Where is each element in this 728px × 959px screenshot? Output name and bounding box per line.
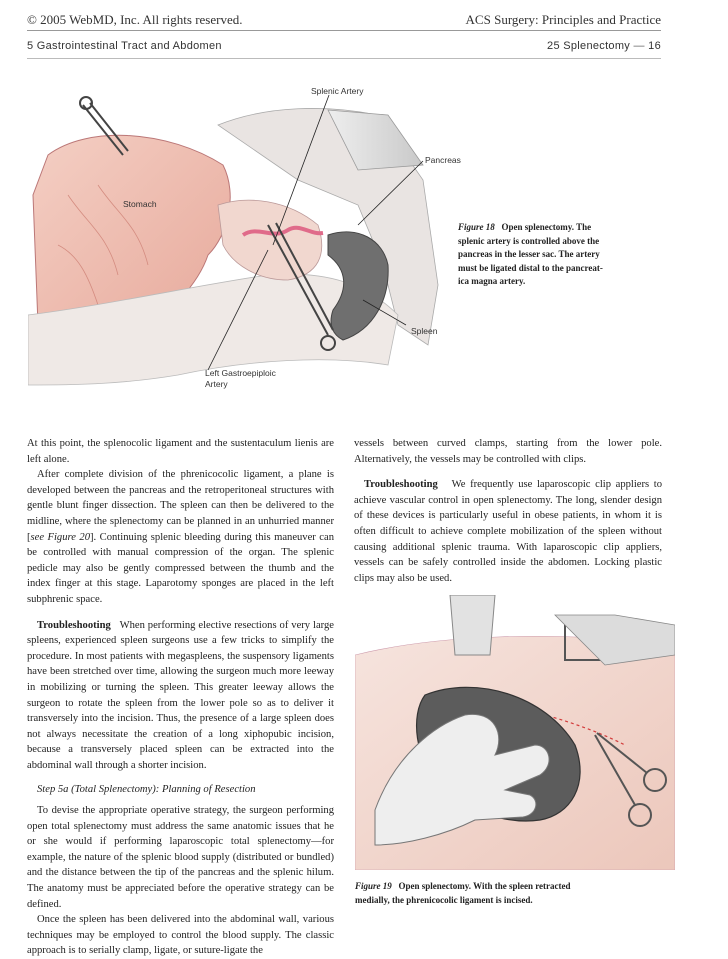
label-spleen: Spleen bbox=[411, 326, 438, 336]
label-left-gastroepiploic-line1: Left Gastroepiploic bbox=[205, 368, 276, 378]
subheader-rule bbox=[27, 58, 661, 59]
page-dash: — bbox=[633, 40, 645, 52]
figure-18-caption-line1: Open splenectomy. The bbox=[501, 222, 592, 232]
figure-19-illustration bbox=[355, 595, 675, 870]
right-column bbox=[354, 436, 662, 586]
label-stomach: Stomach bbox=[123, 199, 157, 209]
left-troubleshooting-head: Troubleshooting bbox=[37, 619, 111, 631]
figure-19-label: Figure 19 bbox=[355, 881, 392, 891]
left-paragraph-5: Once the spleen has been delivered into the abdominal wall, various techniques may be employed to control the blood supply. The classic approach is to serially clamp, ligate, or suture-ligate the bbox=[27, 914, 334, 957]
figure-18-caption-line5: ica magna artery. bbox=[458, 276, 526, 286]
right-troubleshooting bbox=[354, 477, 662, 586]
left-paragraph-4: To devise the appropriate operative strategy, the surgeon performing open total splenectomy must address the same anatomic issues that he or she would if performing laparoscopic total splenectomy—for example, the nature of the splenic blood supply (distributed or bundled) and the distance between the tip of the pancreas and the splenic hilum. The anatomy must be appreciated before the operative strategy can be defined. bbox=[27, 805, 334, 910]
figure-18-illustration bbox=[28, 85, 448, 400]
figure-20-reference: see Figure 20 bbox=[30, 531, 91, 543]
left-column bbox=[27, 436, 334, 959]
left-troubleshooting-text: When performing elective resections of very large spleens, experienced spleen surgeons use a few tricks to simplify the procedure. In most patients with megaspleens, the suspensory ligaments have been stretched over time, allowing the surgeon much more leeway in mobilizing or turning the spleen. This greater leeway allows the surgeon to rotate the spleen from the lower pole so as to deliver it transversely into the incision. Thus, the presence of a large spleen does not always necessitate the creation of a long xiphopubic incision, because a transversely placed spleen can be extracted into the abdominal wall through a shorter incision. bbox=[27, 619, 334, 771]
figure-18-caption-line3: pancreas in the lesser sac. The artery bbox=[458, 249, 600, 259]
copyright: © 2005 WebMD, Inc. All rights reserved. bbox=[27, 12, 243, 27]
label-splenic-artery: Splenic Artery bbox=[311, 86, 364, 96]
figure-19-caption-line2: medially, the phrenicocolic ligament is incised. bbox=[355, 894, 533, 905]
step-5a-heading: Step 5a (Total Splenectomy): Planning of Resection bbox=[37, 784, 256, 796]
right-troubleshooting-text: We frequently use laparoscopic clip appliers to achieve vascular control in open splenectomy. The long, slender design of these devices is particularly useful in obese patients, in whom it is often difficult to achieve complete mobilization of the spleen without causing additional splenic trauma. With laparoscopic clip appliers, vessels can be safely controlled inside the abdomen. Locking plastic clips may also be used. bbox=[354, 479, 663, 584]
chapter-title: 25 Splenectomy bbox=[547, 40, 631, 52]
left-paragraph-2a: After complete division of the phrenicocolic ligament, a plane is developed between the pancreas and the retroperitoneal structures with gentle blunt finger dissection. The spleen can then be delivered to the midline, where the splenectomy can be planned in an unhurried manner [ bbox=[27, 469, 334, 543]
figure-19-caption-line1: Open splenectomy. With the spleen retracted bbox=[398, 881, 571, 891]
label-left-gastroepiploic-line2: Artery bbox=[205, 379, 228, 389]
label-left-gastroepiploic bbox=[205, 368, 276, 390]
figure-18-caption-line2: splenic artery is controlled above the bbox=[458, 235, 600, 246]
figure-19-caption bbox=[355, 880, 675, 907]
left-troubleshooting bbox=[27, 618, 334, 774]
figure-18-caption bbox=[458, 221, 658, 289]
right-paragraph-1: vessels between curved clamps, starting from the lower pole. Alternatively, the vessels may be controlled with clips. bbox=[354, 438, 662, 465]
section-title: 5 Gastrointestinal Tract and Abdomen bbox=[27, 40, 222, 52]
left-paragraph-2 bbox=[27, 467, 334, 607]
header-rule bbox=[27, 30, 661, 31]
chapter-page bbox=[547, 40, 661, 52]
figure-18-caption-line4: must be ligated distal to the pancreat- bbox=[458, 262, 603, 273]
right-troubleshooting-head: Troubleshooting bbox=[364, 479, 438, 491]
page-number: 16 bbox=[648, 40, 661, 52]
left-paragraph-1: At this point, the splenocolic ligament and the sustentaculum lienis are left alone. bbox=[27, 438, 334, 465]
left-paragraph-2b: ]. Continuing splenic bleeding during this maneuver can be controlled with manual compression of the organ. The splenic pedicle may also be gently compressed between the thumb and the index finger at this stage. Laparotomy sponges are placed in the left subphrenic space. bbox=[27, 531, 334, 605]
book-title: ACS Surgery: Principles and Practice bbox=[465, 12, 661, 27]
figure-18-label: Figure 18 bbox=[458, 222, 495, 232]
label-pancreas: Pancreas bbox=[425, 155, 461, 165]
